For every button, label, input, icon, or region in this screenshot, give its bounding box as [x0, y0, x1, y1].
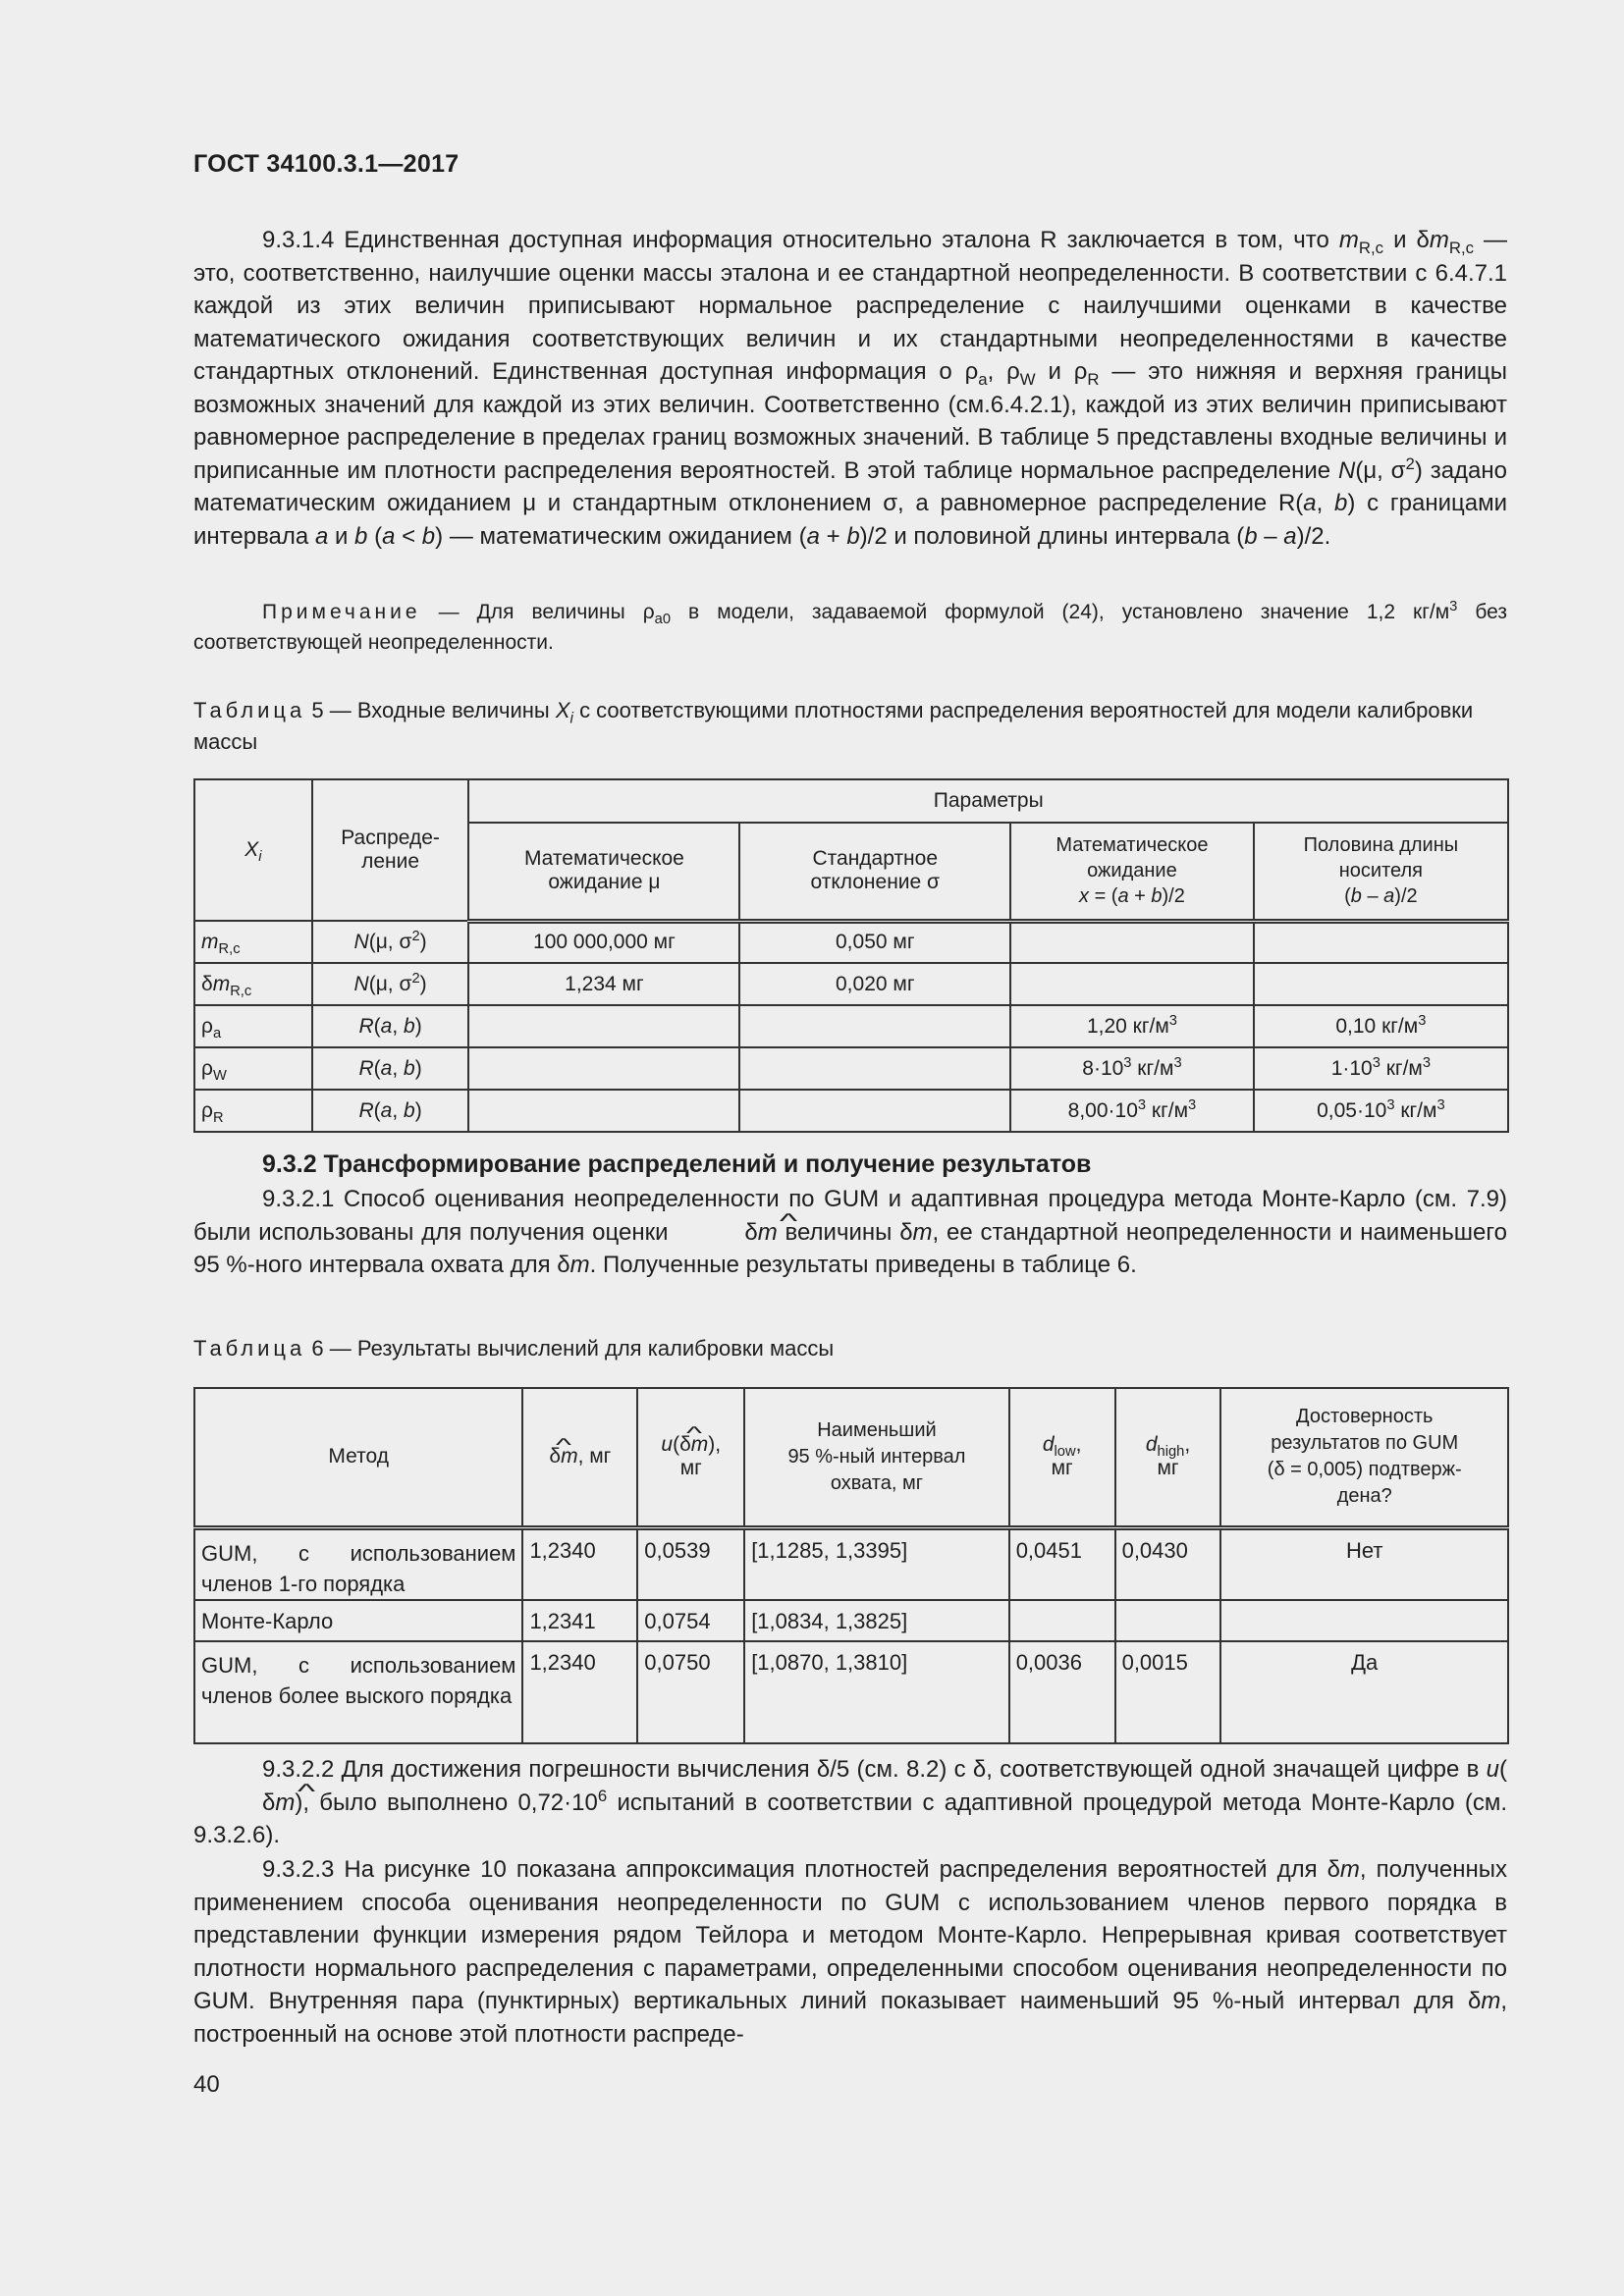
header-dhigh: $d_{high}$, мг	[1115, 1388, 1221, 1527]
cell-xi: $\rho_R$	[194, 1090, 312, 1132]
cell-half	[1254, 921, 1508, 963]
paragraph-9-3-1-4: 9.3.1.4 Единственная доступная информация относительно эталона R заключается в том, что $m_{R,c}$ и $\delta m_{R,c}$ — это, соответственно, наилучшие оценки массы эталона и ее стандартной неопределенности. В соответствии с 6.4.7.1 каждой из этих величин приписывают нормальное распределение с наилучшими оценками в качестве математического ожидания соответствующих величин и их стандартными неопределенностями в качестве стандартных отклонений. Единственная доступная информация о $\rho_a$, $\rho_W$ и $\rho_R$ — это нижняя и верхняя границы возможных значений для каждой из этих величин. Соответственно (см.6.4.2.1), каждой из этих величин приписывают равномерное распределение в пределах границ возможных значений. В таблице 5 представлены входные величины и приписанные им плотности распределения вероятностей. В этой таблице нормальное распределение N(μ, $\sigma^2$) задано математическим ожиданием μ и стандартным отклонением σ, а равномерное распределение R(a, b) с границами интервала a и b (a < b) — математическим ожиданием (a + b)/2 и половиной длины интервала (b – a)/2.	[193, 227, 1508, 550]
page-number: 40	[193, 2071, 220, 2098]
cell-x: $8,00\cdot 10^3$ $кг/м^3$	[1010, 1090, 1254, 1132]
cell-dhigh	[1115, 1600, 1221, 1641]
cell-dist: N(μ, $\sigma^2$)	[312, 921, 469, 963]
table-row	[194, 1090, 1508, 1132]
cell-xi: $m_{R,c}$	[194, 921, 312, 963]
header-parameters: Параметры	[468, 779, 1508, 823]
cell-half	[1254, 963, 1508, 1005]
header-xi: $X_i$	[194, 779, 312, 921]
table-row	[194, 921, 1508, 963]
cell-u: 0,0754	[637, 1600, 744, 1641]
cell-sigma: 0,020 мг	[739, 963, 1010, 1005]
header-interval: Наименьший 95 %-ный интервал охвата, мг	[744, 1388, 1009, 1527]
cell-half: $0,05\cdot 10^3$ $кг/м^3$	[1254, 1090, 1508, 1132]
cell-sigma	[739, 1005, 1010, 1047]
cell-dm: 1,2341	[522, 1600, 637, 1641]
cell-dlow: 0,0036	[1009, 1641, 1115, 1743]
cell-dist: N(μ, $\sigma^2$)	[312, 963, 469, 1005]
cell-mu: 1,234 мг	[468, 963, 739, 1005]
table-row	[194, 1527, 1508, 1600]
cell-x: $8\cdot 10^3$ $кг/м^3$	[1010, 1047, 1254, 1090]
cell-dm: 1,2340	[522, 1641, 637, 1743]
table-row	[194, 1047, 1508, 1090]
cell-method: Монте-Карло	[194, 1600, 522, 1641]
cell-mu: 100 000,000 мг	[468, 921, 739, 963]
cell-interval: [1,1285, 1,3395]	[744, 1527, 1009, 1600]
note: Примечание — Для величины $\rho_{a0}$ в модели, задаваемой формулой (24), установлено значение 1,2 $кг/м^3$ без соответствующей неопределенности.	[193, 599, 1507, 654]
paragraph-9-3-2-3: 9.3.2.3 На рисунке 10 показана аппроксимация плотностей распределения вероятностей для δm, полученных применением способа оценивания неопределенности по GUM с использованием членов первого порядка в представлении функции измерения рядом Тейлора и методом Монте-Карло. Непрерывная кривая соответствует плотности нормального распределения с параметрами, определенными способом оценивания неопределенности по GUM. Внутренняя пара (пунктирных) вертикальных линий показывает наименьший 95 %-ный интервал для δm, построенный на основе этой плотности распреде-	[193, 1856, 1508, 2048]
cell-xi: $\rho_a$	[194, 1005, 312, 1047]
cell-method: GUM, с использованием членов 1-го порядка	[194, 1527, 522, 1600]
cell-xi: $\rho_W$	[194, 1047, 312, 1090]
header-dlow: $d_{low}$, мг	[1009, 1388, 1115, 1527]
table-5-caption: Таблица 5 — Входные величины $X_i$ с соответствующими плотностями распределения вероятностей для модели калибровки массы	[193, 698, 1474, 754]
cell-valid	[1220, 1600, 1508, 1641]
header-mu: Математическое ожидание μ	[468, 823, 739, 921]
header-distribution: Распреде-ление	[312, 779, 469, 921]
cell-half: 0,10 $кг/м^3$	[1254, 1005, 1508, 1047]
cell-xi: $\delta m_{R,c}$	[194, 963, 312, 1005]
header-dm: ^ δm, мг	[522, 1388, 637, 1527]
note-label: Примечание	[262, 601, 421, 623]
table-row	[194, 963, 1508, 1005]
table-6-caption: Таблица 6 — Результаты вычислений для калибровки массы	[193, 1336, 835, 1361]
header-u: u(^ δm), мг	[637, 1388, 744, 1527]
section-heading-9-3-2: 9.3.2 Трансформирование распределений и получение результатов	[262, 1150, 1092, 1178]
cell-sigma	[739, 1047, 1010, 1090]
cell-dhigh: 0,0430	[1115, 1527, 1221, 1600]
cell-dlow: 0,0451	[1009, 1527, 1115, 1600]
cell-dist: R(a, b)	[312, 1047, 469, 1090]
document-header: ГОСТ 34100.3.1—2017	[193, 150, 460, 178]
cell-mu	[468, 1047, 739, 1090]
cell-x	[1010, 963, 1254, 1005]
cell-interval: [1,0870, 1,3810]	[744, 1641, 1009, 1743]
table-row	[194, 1600, 1508, 1641]
cell-dlow	[1009, 1600, 1115, 1641]
cell-mu	[468, 1090, 739, 1132]
cell-mu	[468, 1005, 739, 1047]
cell-u: 0,0750	[637, 1641, 744, 1743]
cell-dhigh: 0,0015	[1115, 1641, 1221, 1743]
cell-interval: [1,0834, 1,3825]	[744, 1600, 1009, 1641]
header-sigma: Стандартное отклонение σ	[739, 823, 1010, 921]
header-validation: Достоверность результатов по GUM (δ = 0,005) подтверж- дена?	[1220, 1388, 1508, 1527]
header-expectation: Математическое ожидание x = (a + b)/2	[1010, 823, 1254, 921]
table-6	[193, 1387, 1509, 1744]
cell-method: GUM, с использованием членов более выского порядка	[194, 1641, 522, 1743]
table-row	[194, 1005, 1508, 1047]
cell-valid: Да	[1220, 1641, 1508, 1743]
paragraph-9-3-2-1: 9.3.2.1 Способ оценивания неопределенности по GUM и адаптивная процедура метода Монте-Карло (см. 7.9) были использованы для получения оценки ^ δm величины δm, ее стандартной неопределенности и наименьшего 95 %-ного интервала охвата для δm. Полученные результаты приведены в таблице 6.	[193, 1183, 1507, 1282]
paragraph-9-3-2-2: 9.3.2.2 Для достижения погрешности вычисления δ/5 (см. 8.2) с δ, соответствующей одной значащей цифре в u(^ δm), было выполнено $0,72\cdot 10^6$ испытаний в соответствии с адаптивной процедурой метода Монте-Карло (см. 9.3.2.6).	[193, 1753, 1507, 1852]
cell-u: 0,0539	[637, 1527, 744, 1600]
cell-sigma	[739, 1090, 1010, 1132]
cell-half: $1\cdot 10^3$ $кг/м^3$	[1254, 1047, 1508, 1090]
cell-dm: 1,2340	[522, 1527, 637, 1600]
cell-valid: Нет	[1220, 1527, 1508, 1600]
cell-x: 1,20 $кг/м^3$	[1010, 1005, 1254, 1047]
header-half-length: Половина длины носителя (b – a)/2	[1254, 823, 1508, 921]
cell-x	[1010, 921, 1254, 963]
cell-sigma: 0,050 мг	[739, 921, 1010, 963]
cell-dist: R(a, b)	[312, 1005, 469, 1047]
cell-dist: R(a, b)	[312, 1090, 469, 1132]
table-5	[193, 778, 1509, 1133]
table-row	[194, 1641, 1508, 1743]
header-method: Метод	[194, 1388, 522, 1527]
